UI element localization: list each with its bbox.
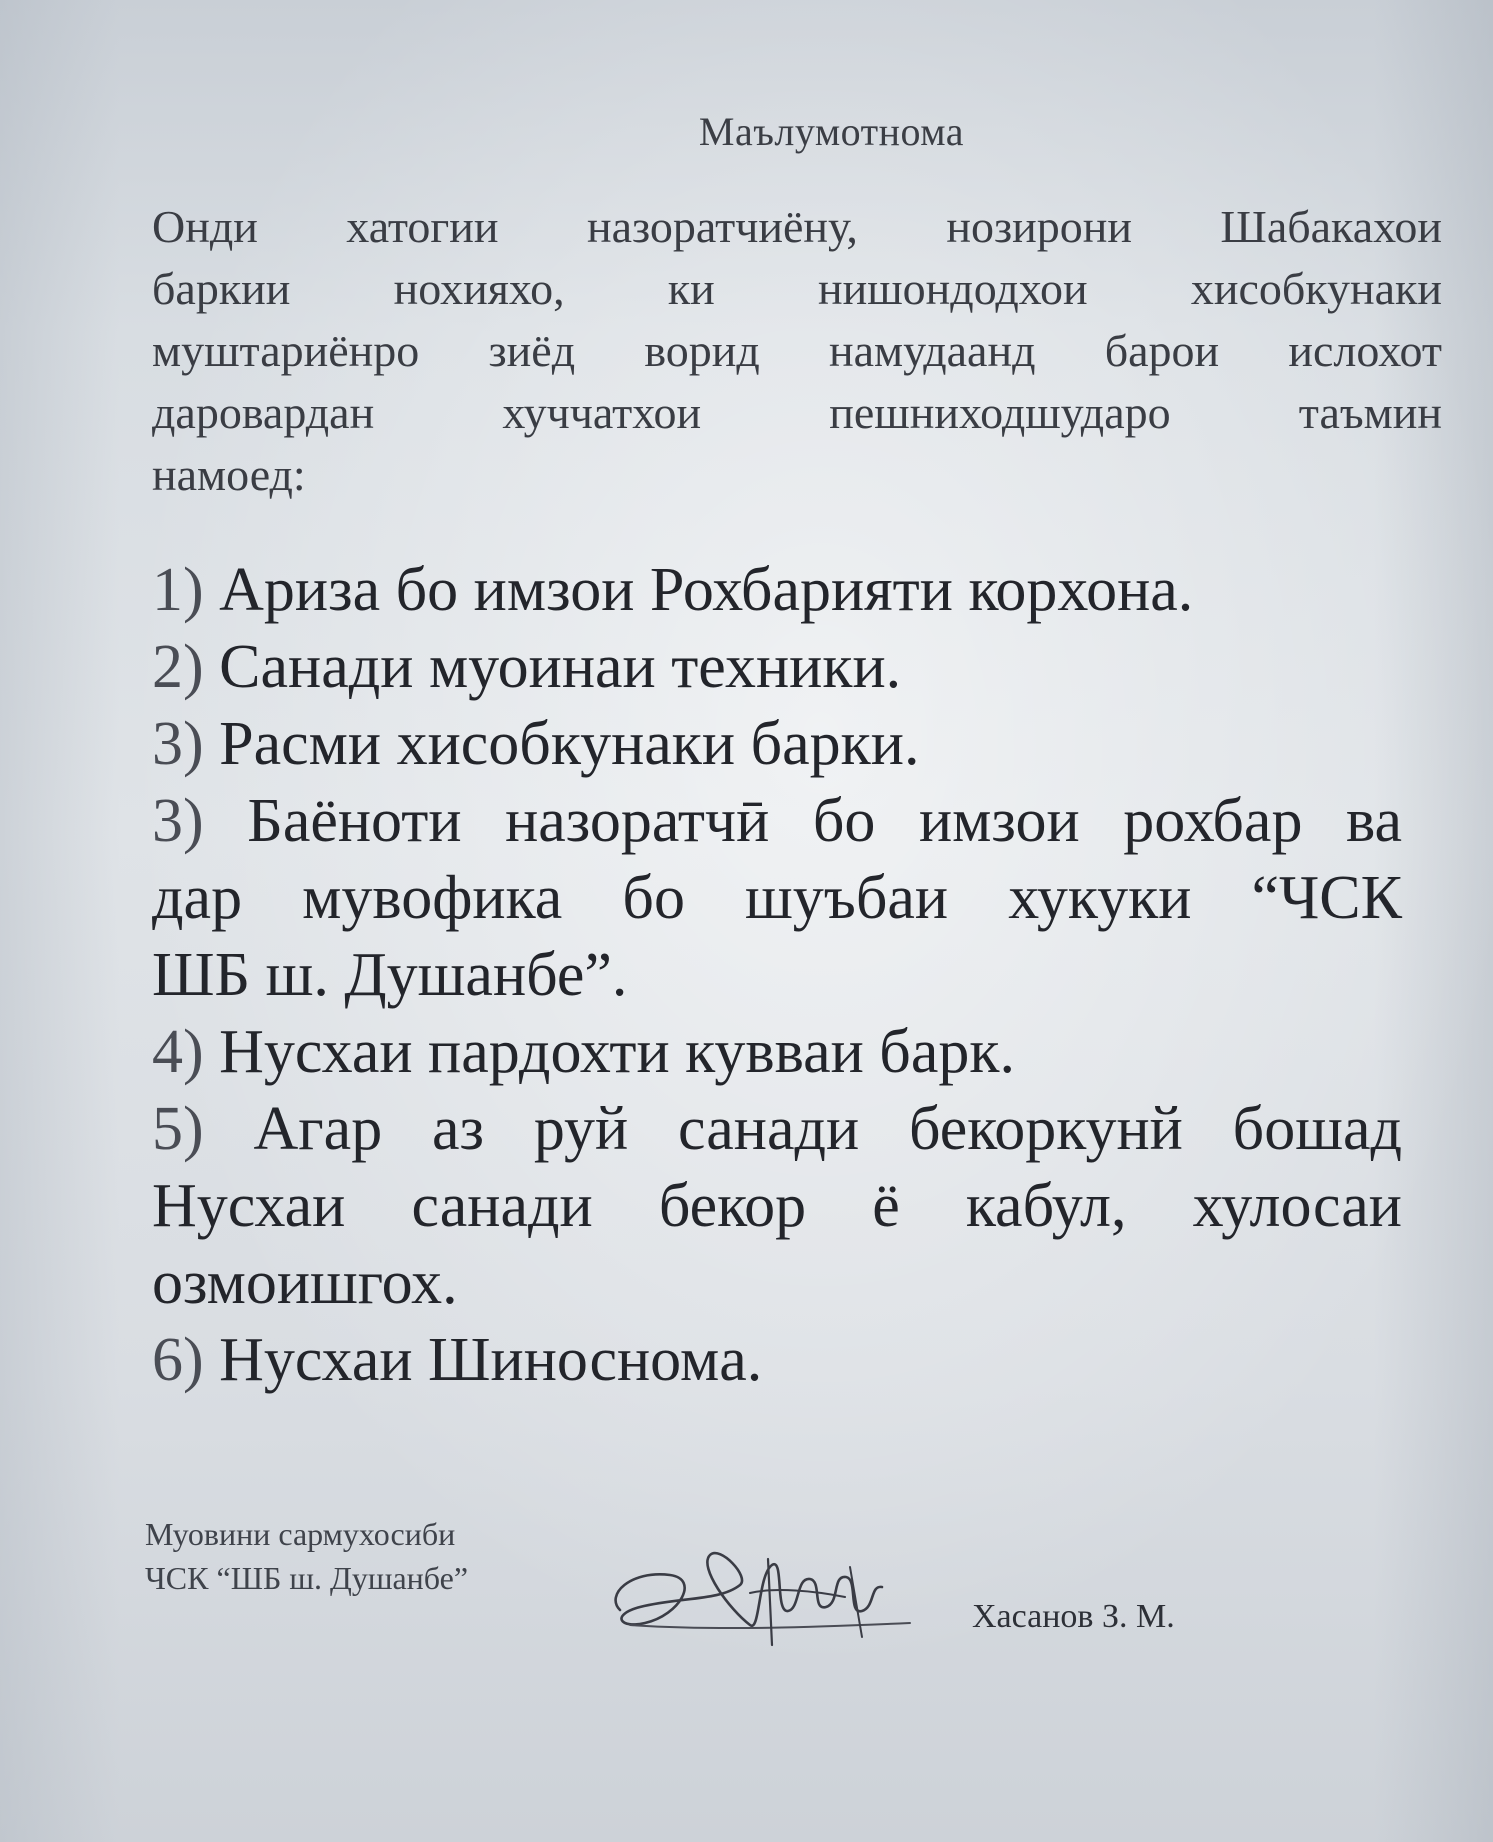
list-item [152, 1322, 1402, 1399]
list-item-line: озмоишгох. [152, 1249, 458, 1317]
list-item-line [152, 706, 1402, 783]
list-item-number: 2) [152, 633, 204, 701]
list-item-number: 6) [152, 1326, 204, 1394]
list-item-line [152, 783, 1402, 860]
intro-line: баркии нохияхо, ки нишондодхои хисобкунаки [152, 263, 1442, 314]
intro-line: намоед: [152, 449, 306, 500]
position-line: ЧСК “ШБ ш. Душанбе” [145, 1560, 469, 1596]
list-item [152, 1091, 1402, 1322]
list-item-number: 4) [152, 1018, 204, 1086]
list-item-text: Агар аз руй санади бекоркунй бошад [253, 1095, 1403, 1163]
list-item-text: Баёноти назоратчӣ бо имзои рохбар ва [247, 787, 1402, 855]
list-item-line: Нусхаи санади бекор ё кабул, хулосаи [152, 1172, 1402, 1240]
intro-line: муштариёнро зиёд ворид намудаанд барои ислохот [152, 325, 1442, 376]
list-item-text: Ариза бо имзои Рохбарияти корхона. [219, 556, 1194, 624]
list-item-line [152, 1091, 1402, 1168]
list-item [152, 629, 1402, 706]
list-item-number: 3) [152, 787, 204, 855]
list-item-text: Нусхаи пардохти кувваи барк. [219, 1018, 1015, 1086]
intro-paragraph [152, 196, 1442, 506]
document-title: Маълумотнома [698, 109, 965, 154]
signer-name: Хасанов З. М. [972, 1598, 1175, 1635]
list-item [152, 552, 1402, 629]
list-item-line [152, 552, 1402, 629]
intro-line: Онди хатогии назоратчиёну, нозирони Шабакахои [152, 201, 1442, 252]
list-item-number: 1) [152, 556, 204, 624]
list-item-line: ШБ ш. Душанбе”. [152, 941, 628, 1009]
signatory-position [145, 1512, 468, 1600]
list-item-text: Санади муоинаи техники. [219, 633, 902, 701]
list-item [152, 706, 1402, 783]
list-item-line [152, 629, 1402, 706]
list-item-text: Расми хисобкунаки барки. [219, 710, 920, 778]
list-item-line [152, 1014, 1402, 1091]
handwritten-signature [600, 1515, 930, 1655]
list-item [152, 783, 1402, 1014]
requirements-list [152, 552, 1402, 1399]
list-item-number: 3) [152, 710, 204, 778]
list-item-number: 5) [152, 1095, 204, 1163]
list-item-text: Нусхаи Шиносномa. [219, 1326, 763, 1394]
list-item [152, 1014, 1402, 1091]
intro-line: даровардан хуччатхои пешниходшударо таъмин [152, 387, 1442, 438]
list-item-line [152, 1322, 1402, 1399]
list-item-line: дар мувофика бо шуъбаи хукуки “ЧСК [152, 864, 1402, 932]
position-line: Муовини сармухосиби [145, 1516, 456, 1552]
